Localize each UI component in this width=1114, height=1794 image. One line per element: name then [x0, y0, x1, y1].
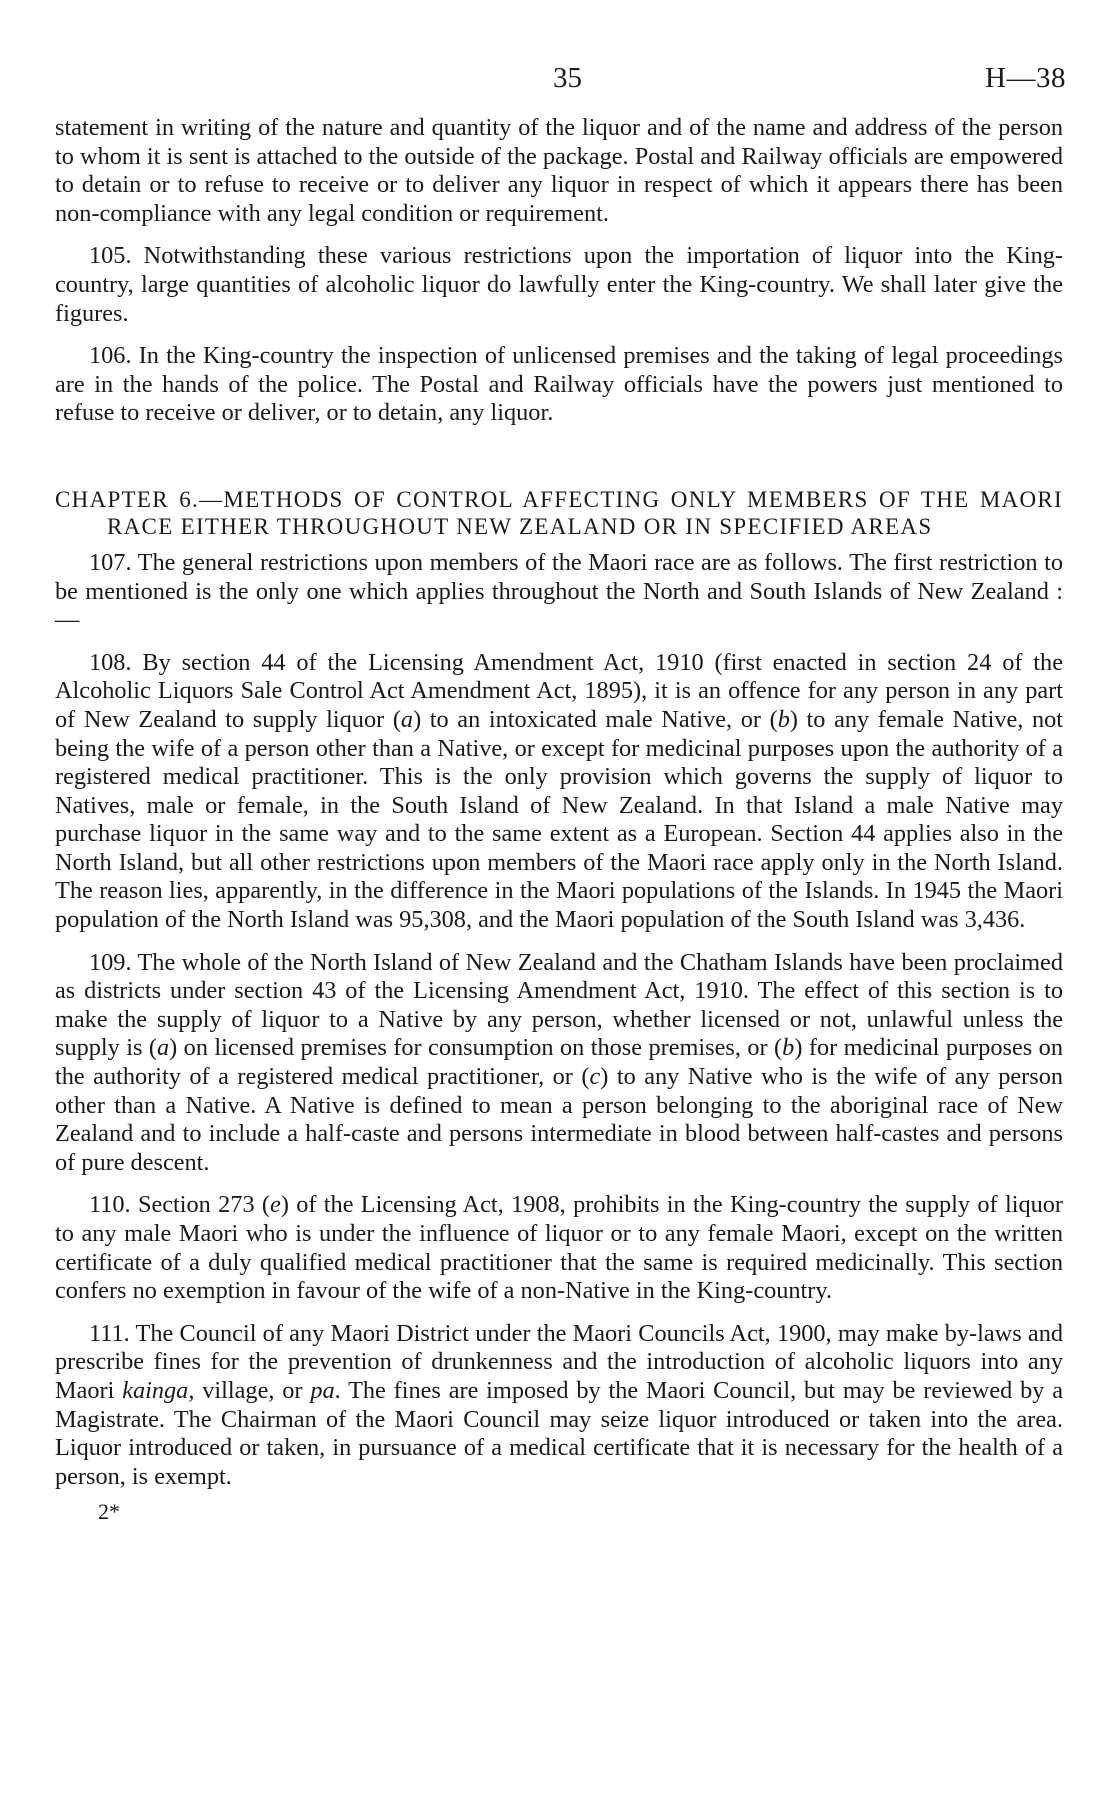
paragraph-110 — [55, 1191, 1063, 1305]
signature-mark: 2* — [98, 1499, 120, 1525]
italic-letter: b — [777, 705, 790, 733]
paragraph-109 — [55, 949, 1063, 1178]
paragraph-continuation: statement in writing of the nature and quantity of the liquor and of the name and address of the person to whom it is sent is attached to the outside of the package. Postal and Railway officials are empowered to detain or to refuse to receive or to deliver any liquor in respect of which it appears there has been non-compliance with any legal condition or requirement. — [55, 114, 1063, 227]
paragraph-108-text: 108. By section 44 of the Licensing Amendment Act, 1910 (first enacted in section 24 of the Alcoholic Liquors Sale Control Act Amendment Act, 1895), it is an offence for any person in any part of New Zealand to supply liquor ( — [55, 648, 1063, 733]
paragraph-111-text: , village, or — [188, 1376, 311, 1404]
page-header — [55, 0, 1066, 110]
paragraph-109-text: 109. The whole of the North Island of New Zealand and the Chatham Islands have been proclaimed as districts under section 43 of the Licensing Amendment Act, 1910. The effect of this section is to make the supply of liquor to a Native by any person, whether licensed or not, unlawful unless the supply is ( — [55, 948, 1063, 1062]
paragraph-108 — [55, 649, 1063, 935]
italic-letter: a — [400, 705, 414, 733]
chapter-heading: CHAPTER 6.—METHODS OF CONTROL AFFECTING ONLY MEMBERS OF THE MAORI RACE EITHER THROUGHOUT NEW ZEALAND OR IN SPECIFIED AREAS — [55, 486, 1063, 540]
document-reference: H—38 — [985, 62, 1066, 94]
document-page — [55, 0, 1066, 1525]
page-number: 35 — [553, 62, 582, 94]
paragraph-111-text: . The fines are imposed by the Maori Council, but may be reviewed by a Magistrate. The Chairman of the Maori Council may seize liquor introduced or taken into the area. Liquor introduced or taken, in pursuance of a medical certificate that it is necessary for the health of a person, is exempt. — [55, 1376, 1063, 1490]
paragraph-105: 105. Notwithstanding these various restrictions upon the importation of liquor into the King-country, large quantities of alcoholic liquor do lawfully enter the King-country. We shall later give the figures. — [55, 242, 1063, 327]
italic-word: pa — [310, 1376, 335, 1404]
italic-letter: e — [270, 1191, 281, 1219]
paragraph-109-text: ) on licensed premises for consumption on those premises, or ( — [169, 1034, 783, 1062]
paragraph-110-text: ) of the Licensing Act, 1908, prohibits in the King-country the supply of liquor to any male Maori who is under the influence of liquor or to any female Maori, except on the written certificate of a duly qualified medical practitioner that the same is required medicinally. This section confers no exemption in favour of the wife of a non-Native in the King-country. — [55, 1191, 1063, 1305]
italic-letter: c — [589, 1063, 601, 1091]
italic-word: kainga — [122, 1376, 189, 1404]
paragraph-110-text: 110. Section 273 ( — [89, 1191, 271, 1219]
paragraph-109-text: ) for medicinal purposes on the authority of a registered medical practitioner, or ( — [55, 1034, 1063, 1091]
paragraph-107: 107. The general restrictions upon members of the Maori race are as follows. The first restriction to be mentioned is the only one which applies throughout the North and South Islands of New Zealand :— — [55, 548, 1063, 634]
paragraph-111-text: 111. The Council of any Maori District under the Maori Councils Act, 1900, may make by-laws and prescribe fines for the prevention of drunkenness and the introduction of alcoholic liquors into any Maori — [55, 1319, 1063, 1404]
paragraph-108-text: ) to any female Native, not being the wife of a person other than a Native, or except for medicinal purposes upon the authority of a registered medical practitioner. This is the only provision which governs the supply of liquor to Natives, male or female, in the South Island of New Zealand. In that Island a male Native may purchase liquor in the same way and to the same extent as a European. Section 44 applies also in the North Island, but all other restrictions upon members of the Maori race apply only in the North Island. The reason lies, apparently, in the difference in the Maori populations of the Islands. In 1945 the Maori population of the North Island was 95,308, and the Maori population of the South Island was 3,436. — [55, 705, 1063, 934]
italic-letter: a — [156, 1034, 170, 1062]
paragraph-111 — [55, 1320, 1063, 1492]
paragraph-108-text: ) to an intoxicated male Native, or ( — [413, 705, 778, 733]
paragraph-106: 106. In the King-country the inspection of unlicensed premises and the taking of legal proceedings are in the hands of the police. The Postal and Railway officials have the powers just mentioned to refuse to receive or deliver, or to detain, any liquor. — [55, 342, 1063, 427]
italic-letter: b — [782, 1034, 795, 1062]
paragraph-109-text: ) to any Native who is the wife of any person other than a Native. A Native is defined to mean a person belonging to the aboriginal race of New Zealand and to include a half-caste and persons intermediate in blood between half-castes and persons of pure descent. — [55, 1063, 1064, 1176]
